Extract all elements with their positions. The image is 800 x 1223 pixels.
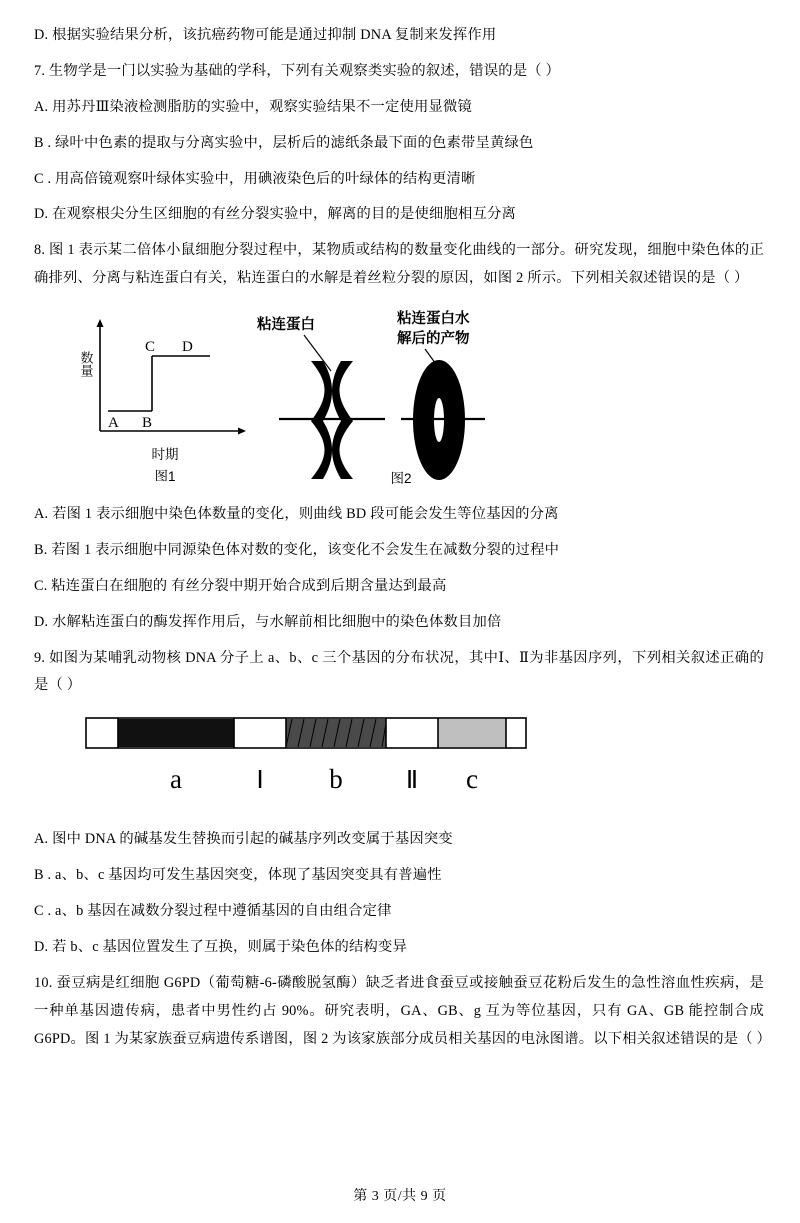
figure-1-step-curve — [70, 311, 260, 481]
figure-1-svg — [70, 311, 260, 481]
q7-option-a: A. 用苏丹Ⅲ染液检测脂肪的实验中，观察实验结果不一定使用显微镜 — [34, 98, 472, 115]
q6-option-d: D. 根据实验结果分析，该抗癌药物可能是通过抑制 DNA 复制来发挥作用 — [34, 27, 497, 43]
figure-2-chromosome — [249, 301, 569, 486]
q10-stem: 10. 蚕豆病是红细胞 G6PD（葡萄糖-6-磷酸脱氢酶）缺乏者进食蚕豆或接触蚕豆花粉后发生的急性溶血性疾病，是一种单基因遗传病，患者中男性约占 90%。研究表明，GA、GB、g 互为等位基因，只有 GA、GB 能控制合成 G6PD。图 1 为某家族蚕豆病遗传系谱图，图 2 为该家族部分成员相关基因的电泳图谱。以下相关叙述错误的是（ ） — [34, 974, 771, 1047]
svg-text:C: C — [145, 339, 156, 355]
chromosome-x-shape — [279, 361, 385, 479]
svg-text:D: D — [182, 339, 193, 355]
svg-text:数量: 数量 — [78, 351, 94, 377]
q8-stem: 8. 图 1 表示某二倍体小鼠细胞分裂过程中，某物质或结构的数量变化曲线的一部分。研究发现，细胞中染色体的正确排列、分离与粘连蛋白有关，粘连蛋白的水解是着丝粒分裂的原因，如图 2 所示。下列相关叙述错误的是（ ） — [34, 242, 764, 287]
q8-option-b: B. 若图 1 表示细胞中同源染色体对数的变化，该变化不会发生在减数分裂的过程中 — [34, 541, 560, 558]
svg-text:粘连蛋白: 粘连蛋白 — [257, 317, 315, 333]
q9-stem: 9. 如图为某哺乳动物核 DNA 分子上 a、b、c 三个基因的分布状况，其中Ⅰ、Ⅱ为非基因序列，下列相关叙述正确的是（ ） — [34, 649, 764, 694]
svg-text:粘连蛋白水: 粘连蛋白水 — [397, 311, 470, 327]
svg-text:时期: 时期 — [151, 447, 179, 462]
q8-figures — [34, 301, 764, 491]
q9-gene-map-figure — [34, 710, 764, 820]
svg-text:图2: 图2 — [390, 471, 412, 486]
svg-text:A: A — [108, 415, 119, 431]
q7-option-d: D. 在观察根尖分生区细胞的有丝分裂实验中，解离的目的是使细胞相互分离 — [34, 206, 516, 223]
q9-option-c: C . a、b 基因在减数分裂过程中遵循基因的自由组合定律 — [34, 903, 392, 919]
q7-option-b: B . 绿叶中色素的提取与分离实验中，层析后的滤纸条最下面的色素带呈黄绿色 — [34, 134, 534, 151]
q9-option-a: A. 图中 DNA 的碱基发生替换而引起的碱基序列改变属于基因突变 — [34, 831, 453, 848]
svg-text:b: b — [329, 764, 343, 795]
gene-map-svg — [82, 714, 582, 814]
chromosome-oval-shape — [401, 360, 485, 480]
q7-option-c: C . 用高倍镜观察叶绿体实验中，用碘液染色后的叶绿体的结构更清晰 — [34, 170, 476, 187]
svg-text:B: B — [142, 415, 153, 431]
q9-option-b: B . a、b、c 基因均可发生基因突变，体现了基因突变具有普遍性 — [34, 867, 442, 884]
q7-stem: 7. 生物学是一门以实验为基础的学科，下列有关观察类实验的叙述，错误的是（ ） — [34, 62, 561, 79]
page-footer: 第 3 页/共 9 页 — [353, 1189, 447, 1204]
q8-option-a: A. 若图 1 表示细胞中染色体数量的变化，则曲线 BD 段可能会发生等位基因的分离 — [34, 506, 559, 522]
figure-2-svg — [249, 301, 569, 486]
svg-text:解后的产物: 解后的产物 — [397, 331, 470, 347]
svg-text:图1: 图1 — [154, 469, 176, 481]
svg-text:Ⅱ: Ⅱ — [405, 767, 419, 795]
q8-option-c: C. 粘连蛋白在细胞的 有丝分裂中期开始合成到后期含量达到最高 — [34, 577, 447, 594]
q8-option-d: D. 水解粘连蛋白的酶发挥作用后，与水解前相比细胞中的染色体数目加倍 — [34, 613, 502, 630]
svg-text:a: a — [170, 764, 182, 795]
svg-text:c: c — [466, 764, 478, 795]
q9-option-d: D. 若 b、c 基因位置发生了互换，则属于染色体的结构变异 — [34, 938, 407, 955]
svg-text:Ⅰ: Ⅰ — [256, 767, 264, 795]
